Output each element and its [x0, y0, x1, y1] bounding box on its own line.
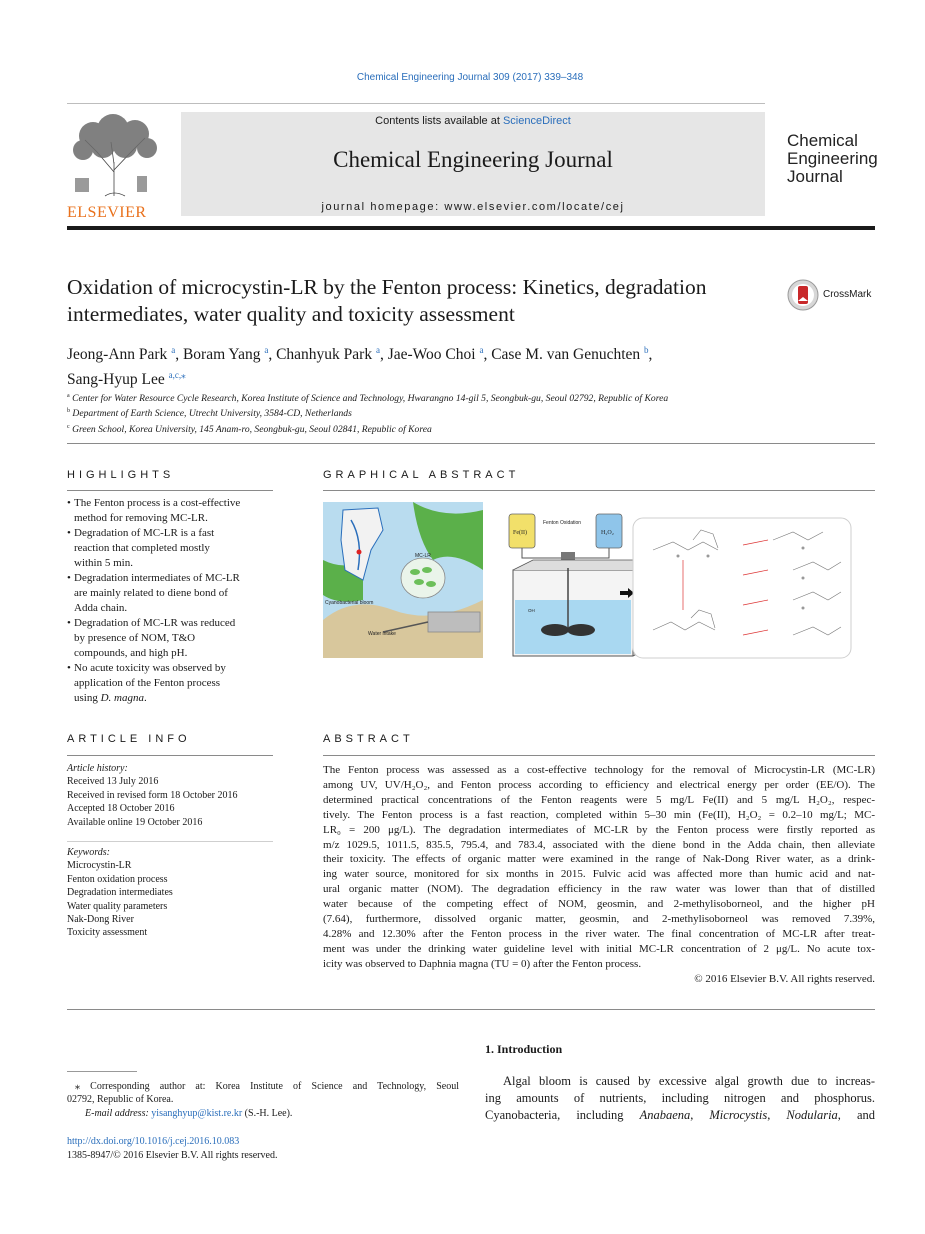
highlights-list	[67, 496, 277, 706]
graphical-abstract-image	[323, 500, 875, 662]
history-label: Article history:	[67, 763, 128, 774]
introduction-heading: 1. Introduction	[485, 1042, 563, 1056]
intro-line: ing amounts of nutrients, including nitrogen and phosphorus.	[485, 1091, 875, 1105]
keywords	[67, 846, 287, 940]
journal-title[interactable]: Chemical Engineering Journal	[333, 147, 613, 172]
ga-mclr-label: MC-LR	[415, 553, 431, 559]
journal-reference[interactable]: Chemical Engineering Journal 309 (2017) 339–348	[356, 72, 584, 83]
corresponding-line-1: ⁎ Corresponding author at: Korea Institute of Science and Technology, Seoul	[75, 1081, 459, 1092]
abstract-line: water because of the competing effect of NOM, geosmin, and 2-methylisoborneol, and the higher pH	[323, 898, 875, 911]
ga-oh-label: OH	[528, 608, 535, 613]
affiliation-a: $^a$ Center for Water Resource Cycle Research, Korea Institute of Science and Technology, Hwarangno 14-gil 5, Seongbuk-gu, Seoul 02792, Republic of Korea	[67, 393, 669, 405]
history-item: Accepted 18 October 2016	[67, 803, 175, 815]
abstract-line: 4.28% and 12.30% after the Fenton process in the river water. The final concentration of MC-LR after treat-	[323, 927, 875, 940]
publisher-name: ELSEVIER	[67, 204, 147, 221]
history-item: Received 13 July 2016	[67, 776, 159, 788]
title-line-2: intermediates, water quality and toxicity assessment	[67, 302, 515, 326]
abstract-line: their toxicity. The effects of organic matter were examined in the range of Nak-Dong River water, as a drink-	[323, 853, 875, 866]
abstract-line: icity was observed to Daphnia magna (TU = 0) after the Fenton process.	[323, 957, 642, 970]
ga-fenton-label: Fenton Oxidation	[543, 520, 582, 526]
abstract-line: tively. The Fenton process is a fast reaction, completed within 5–30 min (Fe(II), H₂O₂ = 0.2–10 mg/L; MC-	[323, 808, 875, 821]
introduction-body	[485, 1073, 875, 1124]
abstract-copyright: © 2016 Elsevier B.V. All rights reserved.	[694, 972, 875, 985]
highlights-heading: HIGHLIGHTS	[67, 469, 175, 481]
keywords-label: Keywords:	[67, 847, 110, 858]
header-thick-rule	[67, 226, 875, 230]
keyword-item: Nak-Dong River	[67, 914, 134, 926]
abstract-line: among UV, UV/H₂O₂, and Fenton process according to efficiency and electrical energy per order (EE/O). The	[323, 778, 875, 791]
ga-intake-label: Water intake	[368, 631, 396, 637]
corresponding-line-2: 02792, Republic of Korea.	[67, 1094, 174, 1106]
abstract-heading: ABSTRACT	[323, 733, 414, 745]
author-list	[67, 340, 857, 390]
abstract-line: ment was under the drinking water guideline level with initial MC-LR concentration of 2 μg/L. No acute tox-	[323, 942, 875, 955]
abstract-rule	[323, 755, 875, 756]
abstract-line: LR₀ = 200 μg/L). The degradation intermediates of MC-LR by the Fenton process were firstly reported as	[323, 823, 875, 836]
abstract-line: ing water source, monitored for six months in 2015. Fulvic acid was affected more than humic acid and nat-	[323, 868, 875, 881]
keyword-item: Water quality parameters	[67, 900, 168, 912]
footnote-rule	[67, 1071, 137, 1072]
cover-logo-line-1: Chemical	[787, 131, 858, 150]
journal-homepage[interactable]: journal homepage: www.elsevier.com/locate/cej	[321, 201, 625, 213]
corresponding-author-note	[67, 1080, 459, 1120]
graphical-abstract-heading: GRAPHICAL ABSTRACT	[323, 469, 520, 481]
cover-logo-line-2: Engineering	[787, 149, 878, 168]
keyword-item: Degradation intermediates	[67, 887, 173, 899]
abstract-line: determined practical concentrations of the Fenton reagents were 5 mg/L Fe(II) and 5 mg/L H₂O₂, respec-	[323, 793, 875, 806]
keyword-item: Microcystin-LR	[67, 860, 132, 872]
author-4[interactable]: Jae-Woo Choi $^a$,	[387, 345, 492, 364]
history-item: Received in revised form 18 October 2016	[67, 789, 238, 801]
highlight-item: • The Fenton process is a cost-effective method for removing MC-LR.	[67, 496, 277, 526]
crossmark-label: CrossMark	[823, 289, 872, 300]
intro-line: Cyanobacteria, including Anabaena, Microcystis, Nodularia, and	[485, 1108, 875, 1122]
highlight-item: • No acute toxicity was observed by application of the Fenton process using D. magna.	[67, 661, 277, 706]
author-6[interactable]: Sang-Hyup Lee $^{a,c,⁎}$	[67, 370, 186, 389]
abstract-line: The Fenton process was assessed as a cost-effective technology for the removal of Microcystin-LR (MC-LR)	[323, 764, 875, 776]
keywords-rule	[67, 841, 273, 842]
abstract-line: ural organic matter (NOM). The degradation efficiency in the raw water was lower than that of distilled	[323, 883, 875, 896]
crossmark-badge[interactable]	[787, 279, 877, 311]
highlight-item: • Degradation of MC-LR is a fast reaction that completed mostly within 5 min.	[67, 526, 277, 571]
intro-line: Algal bloom is caused by excessive algal growth due to increas-	[503, 1074, 875, 1088]
header-top-rule	[67, 103, 765, 104]
issn-line: 1385-8947/© 2016 Elsevier B.V. All rights reserved.	[67, 1150, 278, 1161]
journal-header-band	[181, 112, 765, 216]
affiliations	[67, 390, 867, 436]
article-history	[67, 762, 287, 829]
elsevier-logo	[67, 112, 161, 221]
abstract-line: m/z 1029.5, 1011.5, 835.5, 795.4, and 783.4, associated with the diene bond in the Adda chain, then alleviate	[323, 838, 875, 851]
contents-line: Contents lists available at ScienceDirect	[375, 115, 571, 127]
highlight-item: • Degradation of MC-LR was reduced by presence of NOM, T&O compounds, and high pH.	[67, 616, 277, 661]
history-item: Available online 19 October 2016	[67, 816, 203, 828]
affiliation-rule	[67, 443, 875, 444]
article-title	[67, 274, 787, 328]
abstract-body	[323, 763, 875, 987]
author-1[interactable]: Jeong-Ann Park $^a$,	[67, 345, 183, 364]
keyword-item: Fenton oxidation process	[67, 873, 168, 885]
email-line: E-mail address: yisanghyup@kist.re.kr (S.-H. Lee).	[85, 1107, 293, 1119]
email-link[interactable]: yisanghyup@kist.re.kr	[151, 1107, 243, 1119]
doi-link[interactable]: http://dx.doi.org/10.1016/j.cej.2016.10.083	[67, 1136, 240, 1147]
affiliation-c: $^c$ Green School, Korea University, 145 Anam-ro, Seongbuk-gu, Seoul 02841, Republic of Korea	[67, 423, 432, 436]
author-2[interactable]: Boram Yang $^a$,	[182, 345, 277, 364]
article-info-heading: ARTICLE INFO	[67, 733, 191, 745]
abstract-line: (7.64), furthermore, dissolved organic matter, geosmin, and 2-methylisoborneol was removed 7.39%,	[323, 913, 875, 926]
cover-logo-line-3: Journal	[787, 167, 843, 186]
title-line-1: Oxidation of microcystin-LR by the Fenton process: Kinetics, degradation	[67, 275, 707, 299]
author-3[interactable]: Chanhyuk Park $^a$,	[276, 345, 388, 364]
affiliation-b: $^b$ Department of Earth Science, Utrecht University, 3584-CD, Netherlands	[67, 408, 352, 420]
journal-cover-logo	[787, 132, 878, 186]
abstract-bottom-rule	[67, 1009, 875, 1010]
ga-bloom-label: Cyanobacterial bloom	[325, 600, 374, 606]
author-5[interactable]: Case M. van Genuchten $^b$,	[491, 345, 653, 364]
article-info-rule	[67, 755, 273, 756]
ga-h2o2-label: H₂O₂	[601, 530, 614, 536]
elsevier-tree-icon	[67, 112, 161, 198]
crossmark-icon	[787, 279, 819, 311]
graphical-abstract-figure	[323, 500, 875, 662]
sciencedirect-link[interactable]: ScienceDirect	[502, 115, 571, 127]
ga-fe-label: Fe(II)	[513, 530, 527, 536]
graphical-abstract-rule	[323, 490, 875, 491]
keyword-item: Toxicity assessment	[67, 927, 148, 939]
highlights-rule	[67, 490, 273, 491]
highlight-item: • Degradation intermediates of MC-LR are mainly related to diene bond of Adda chain.	[67, 571, 277, 616]
